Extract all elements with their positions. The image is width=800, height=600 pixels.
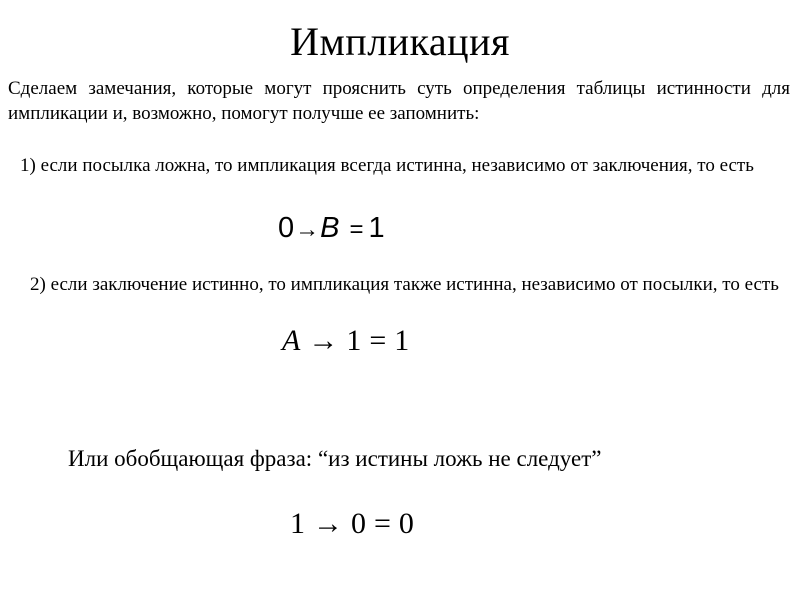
summary-phrase: Или обобщающая фраза: “из истины ложь не следует”: [68, 446, 602, 471]
formula-1-arrow: →: [295, 216, 320, 243]
formula-2-arrow: →: [308, 324, 339, 357]
formula-1-result: 1: [368, 212, 385, 244]
formula-3-arrow: →: [313, 507, 343, 540]
formula-false-premise: [278, 210, 385, 248]
slide-title: Импликация: [290, 19, 510, 64]
point-2-paragraph: 2) если заключение истинно, то импликация также истинна, независимо от посылки, то есть: [30, 274, 779, 295]
point-1-paragraph: 1) если посылка ложна, то импликация всегда истинна, независимо от заключения, то есть: [20, 155, 754, 176]
formula-2-result: 1: [394, 324, 410, 357]
formula-true-conclusion: [282, 322, 409, 360]
formula-1-equals: =: [349, 216, 364, 243]
formula-2-equals: =: [369, 324, 387, 357]
formula-3-left: 1: [290, 507, 305, 540]
formula-1-variable: B: [320, 212, 340, 244]
formula-2-variable: A: [282, 324, 301, 357]
formula-3-mid: 0: [351, 507, 366, 540]
formula-3-result: 0: [398, 507, 414, 540]
formula-1-left: 0: [278, 212, 295, 244]
formula-2-mid: 1: [346, 324, 362, 357]
intro-paragraph: Сделаем замечания, которые могут прояснить суть определения таблицы истинности для импликации и, возможно, помогут получше ее запомнить:: [8, 78, 790, 124]
formula-summary: [290, 505, 414, 543]
formula-3-equals: =: [374, 507, 391, 540]
